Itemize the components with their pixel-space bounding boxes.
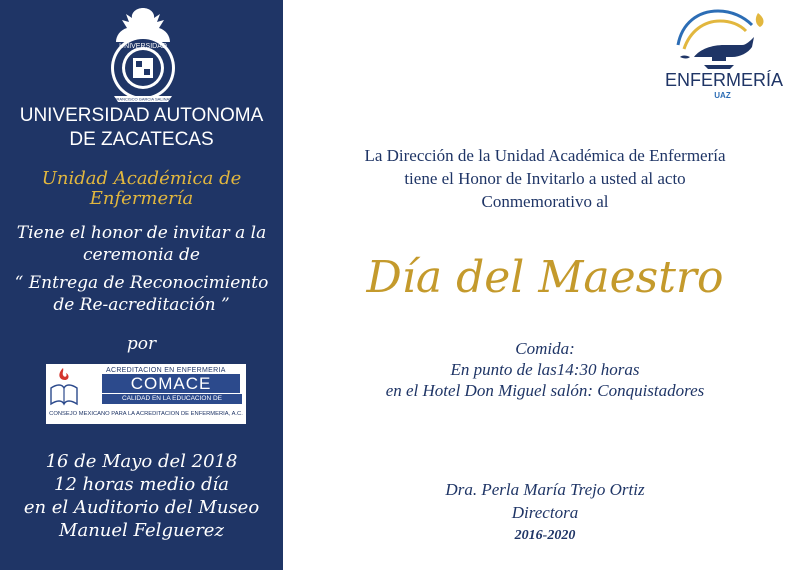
signature-block — [290, 478, 800, 547]
invite-line1: Tiene el honor de invitar a la — [16, 223, 267, 243]
event-venue-line2: Manuel Felguerez — [59, 520, 224, 541]
comace-logo — [46, 364, 246, 424]
event-date-block — [0, 450, 283, 542]
por-text: por — [126, 334, 157, 354]
intro-line3: Conmemorativo al — [481, 192, 609, 211]
meal-label: Comida: — [515, 339, 575, 358]
seal-bottom-text: FRANCISCO GARCIA SALINAS — [114, 96, 172, 102]
comace-top-text: ACREDITACION EN ENFERMERIA — [106, 367, 226, 374]
invite-line2: ceremonia de — [83, 245, 200, 265]
meal-details — [290, 338, 800, 401]
university-name-line1: UNIVERSIDAD AUTONOMA — [19, 105, 264, 126]
headline: Día del Maestro — [366, 252, 724, 303]
university-name-line2: DE ZACATECAS — [69, 129, 214, 150]
event-venue-line1: en el Auditorio del Museo — [23, 497, 260, 518]
signer-name: Dra. Perla María Trejo Ortiz — [445, 480, 645, 499]
comace-emblem-icon — [49, 366, 79, 406]
unit-name-line1: Unidad Académica de — [41, 168, 242, 189]
event-date: 16 de Mayo del 2018 — [45, 451, 238, 472]
signer-period: 2016-2020 — [514, 528, 576, 543]
university-seal-icon — [96, 4, 190, 104]
comace-name: COMACE — [102, 374, 240, 393]
nursing-logo-sub: UAZ — [714, 91, 731, 100]
left-panel — [0, 0, 283, 570]
event-name-line1: “ Entrega de Reconocimiento — [14, 273, 269, 293]
comace-sub-text: CALIDAD EN LA EDUCACION DE ENFERMERIA — [102, 394, 242, 404]
invite-text — [0, 222, 283, 266]
unit-name-line2: Enfermería — [89, 188, 194, 209]
event-name-line2: de Re-acreditación ” — [53, 295, 230, 315]
meal-time: En punto de las14:30 horas — [450, 360, 640, 379]
unit-name — [0, 169, 283, 209]
university-name — [0, 104, 283, 152]
event-time: 12 horas medio día — [54, 474, 229, 495]
nursing-logo-name: ENFERMERÍA — [665, 70, 784, 90]
comace-council-text: CONSEJO MEXICANO PARA LA ACREDITACION DE ENFERMERIA, A.C. — [49, 411, 243, 417]
meal-venue: en el Hotel Don Miguel salón: Conquistadores — [385, 381, 705, 400]
signer-title: Directora — [511, 503, 579, 522]
intro-line2: tiene el Honor de Invitarlo a usted al acto — [404, 169, 686, 188]
intro-line1: La Dirección de la Unidad Académica de Enfermería — [364, 146, 726, 165]
intro-text — [290, 144, 800, 213]
event-name — [0, 272, 283, 316]
seal-top-text: UNIVERSIDAD — [119, 43, 167, 50]
